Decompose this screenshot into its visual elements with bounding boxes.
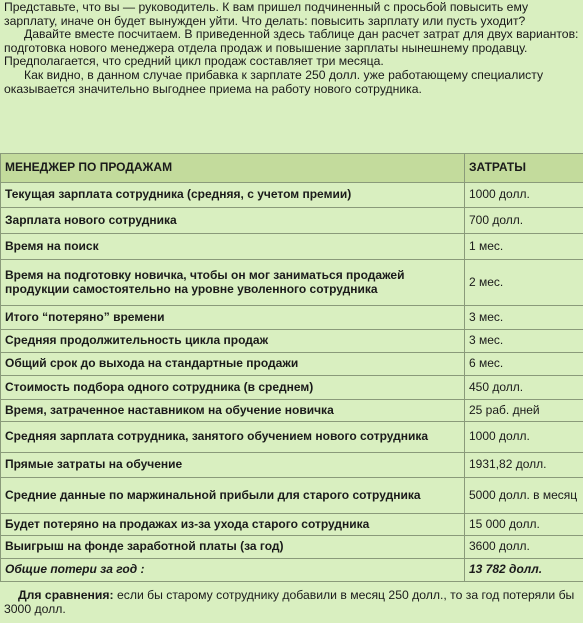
row-value: 5000 долл. в месяц (465, 478, 583, 514)
row-name: Выигрыш на фонде заработной платы (за год) (1, 536, 465, 559)
table-header-row (1, 154, 583, 183)
table-row (1, 453, 583, 478)
row-value: 15 000 долл. (465, 514, 583, 536)
row-name: Будет потеряно на продажах из-за ухода старого сотрудника (1, 514, 465, 536)
total-value: 13 782 долл. (465, 559, 583, 582)
row-value: 1 мес. (465, 234, 583, 260)
intro-text (0, 0, 583, 153)
table-row (1, 306, 583, 330)
cost-table (0, 153, 583, 582)
row-name: Время на поиск (1, 234, 465, 260)
row-value: 3 мес. (465, 306, 583, 330)
header-name-cell: МЕНЕДЖЕР ПО ПРОДАЖАМ (1, 154, 465, 183)
row-value: 1000 долл. (465, 183, 583, 208)
row-name: Средняя продолжительность цикла продаж (1, 330, 465, 353)
comparison-lead: Для сравнения: (18, 588, 114, 602)
table-row (1, 376, 583, 400)
row-name: Общий срок до выхода на стандартные продажи (1, 353, 465, 376)
row-value: 6 мес. (465, 353, 583, 376)
table-row (1, 183, 583, 208)
comparison-note (0, 582, 583, 616)
row-value: 3600 долл. (465, 536, 583, 559)
row-value: 1000 долл. (465, 422, 583, 453)
comparison-text: если бы старому сотруднику добавили в месяц 250 долл., то за год потеряли бы 3000 долл. (4, 588, 575, 616)
row-name: Итого “потеряно” времени (1, 306, 465, 330)
table-row (1, 353, 583, 376)
row-value: 2 мес. (465, 260, 583, 306)
row-name: Текущая зарплата сотрудника (средняя, с учетом премии) (1, 183, 465, 208)
intro-paragraph-3: Как видно, в данном случае прибавка к зарплате 250 долл. уже работающему специалисту оказывается значительно выгоднее приема на работу нового сотрудника. (4, 67, 544, 96)
table-row (1, 234, 583, 260)
row-value: 1931,82 долл. (465, 453, 583, 478)
table-row (1, 422, 583, 453)
intro-paragraph-1: Представьте, что вы — руководитель. К вам пришел подчиненный с просьбой повысить ему зарплату, иначе он будет вынужден уйти. Что делать: повысить зарплату или пусть уходит? (4, 0, 529, 28)
row-value: 450 долл. (465, 376, 583, 400)
row-value: 25 раб. дней (465, 400, 583, 422)
table-row (1, 260, 583, 306)
row-name: Стоимость подбора одного сотрудника (в среднем) (1, 376, 465, 400)
table-row (1, 400, 583, 422)
row-name: Средняя зарплата сотрудника, занятого обучением нового сотрудника (1, 422, 465, 453)
row-name: Время, затраченное наставником на обучение новичка (1, 400, 465, 422)
table-row (1, 330, 583, 353)
table-row (1, 478, 583, 514)
table-row (1, 536, 583, 559)
table-row (1, 514, 583, 536)
intro-paragraph-2: Давайте вместе посчитаем. В приведенной здесь таблице дан расчет затрат для двух вариантов: подготовка нового менеджера отдела продаж и повышение зарплаты нынешнему продавцу. Предполагается, что средний цикл продаж составляет три месяца. (4, 27, 579, 69)
row-name: Время на подготовку новичка, чтобы он мог заниматься продажей продукции самостоятельно на уровне уволенного сотрудника (1, 260, 465, 306)
header-value-cell: ЗАТРАТЫ (465, 154, 583, 183)
row-name: Зарплата нового сотрудника (1, 208, 465, 234)
total-name: Общие потери за год : (1, 559, 465, 582)
row-name: Прямые затраты на обучение (1, 453, 465, 478)
row-value: 700 долл. (465, 208, 583, 234)
table-row (1, 208, 583, 234)
row-value: 3 мес. (465, 330, 583, 353)
row-name: Средние данные по маржинальной прибыли для старого сотрудника (1, 478, 465, 514)
table-total-row (1, 559, 583, 582)
